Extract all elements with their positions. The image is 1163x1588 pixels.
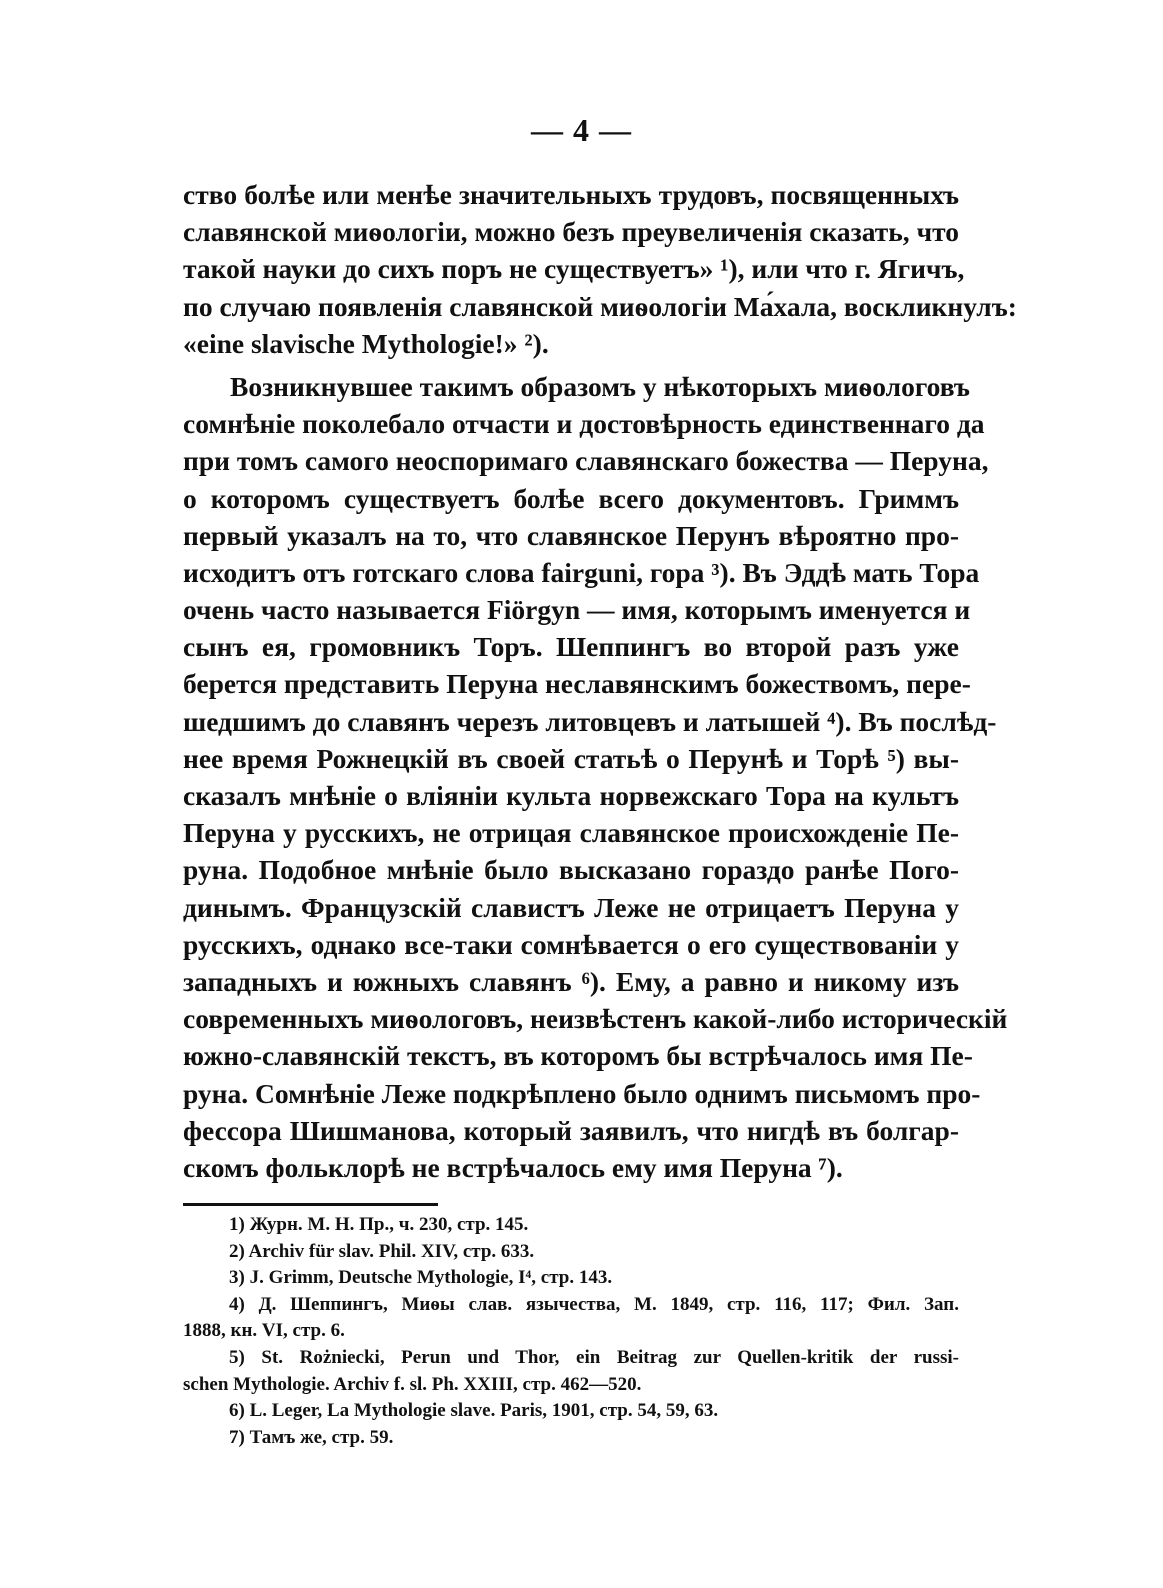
text-line: по случаю появленія славянской миѳологіи Ма́хала, воскликнулъ: [183,290,1017,322]
text-line: фессора Шишманова, который заявилъ, что нигдѣ въ болгар- [183,1114,959,1146]
text-line: шедшимъ до славянъ черезъ литовцевъ и латышей ⁴). Въ послѣд- [183,705,997,737]
footnote-6 [183,1398,959,1425]
footnote-2 [183,1239,959,1266]
paragraph-2 [183,368,1008,1186]
footnote-line: 1888, кн. VI, стр. 6. [183,1320,345,1342]
footnote-line: 5) St. Rożniecki, Perun und Thor, ein Beitrag zur Quellen-kritik der russi- [229,1346,959,1368]
footnote-4 [183,1292,959,1345]
text-line: нее время Рожнецкій въ своей статьѣ о Перунѣ и Торѣ ⁵) вы- [183,742,959,774]
text-line: современныхъ миѳологовъ, неизвѣстенъ какой-либо историческій [183,1003,1008,1035]
body-text [183,176,1017,1186]
footnote-line: 2) Archiv für slav. Phil. XIV, стр. 633. [229,1240,535,1262]
footnote-line: 7) Тамъ же, стр. 59. [229,1426,394,1448]
text-line: о которомъ существуетъ болѣе всего документовъ. Гриммъ [183,482,959,514]
footnote-divider [183,1203,438,1206]
text-line: сказалъ мнѣніе о вліяніи культа норвежскаго Тора на культъ [183,780,959,811]
footnote-line: schen Mythologie. Archiv f. sl. Ph. XXIII, стр. 462—520. [183,1373,642,1395]
text-line: русскихъ, однако все-таки сомнѣвается о его существованіи у [183,928,959,960]
text-line: Возникнувшее такимъ образомъ у нѣкоторыхъ миѳологовъ [230,370,970,402]
text-line: «eine slavische Mythologie!» ²). [183,327,549,359]
text-line: динымъ. Французскій славистъ Леже не отрицаетъ Перуна у [183,891,959,923]
footnotes [183,1212,959,1451]
text-line: руна. Сомнѣніе Леже подкрѣплено было однимъ письмомъ про- [183,1077,981,1109]
text-line: славянской миѳологіи, можно безъ преувеличенія сказать, что [183,216,959,248]
paragraph-1 [183,176,1017,362]
text-line: сынъ ея, громовникъ Торъ. Шеппингъ во второй разъ уже [183,631,959,663]
footnote-line: 4) Д. Шеппингъ, Миѳы слав. язычества, М. 1849, стр. 116, 117; Фил. Зап. [229,1293,959,1315]
text-line: южно-славянскій текстъ, въ которомъ бы встрѣчалось имя Пе- [183,1040,973,1072]
page-number: — 4 — [531,112,632,148]
text-line: исходитъ отъ готскаго слова fairguni, гора ³). Въ Эддѣ мать Тора [183,556,980,588]
text-line: сомнѣніе поколебало отчасти и достовѣрность единственнаго да [183,408,985,440]
text-line: при томъ самого неоспоримаго славянскаго божества — Перуна, [183,445,989,477]
text-line: первый указалъ на то, что славянское Перунъ вѣроятно про- [183,519,959,551]
footnote-line: 1) Журн. М. Н. Пр., ч. 230, стр. 145. [229,1214,529,1235]
footnote-3 [183,1265,959,1292]
text-line: берется представить Перуна неславянскимъ божествомъ, пере- [183,668,971,700]
text-line: руна. Подобное мнѣніе было высказано гораздо ранѣе Пого- [183,854,959,886]
text-line: западныхъ и южныхъ славянъ ⁶). Ему, а равно и никому изъ [183,965,959,997]
text-line: скомъ фольклорѣ не встрѣчалось ему имя Перуна ⁷). [183,1151,843,1183]
footnote-7 [183,1425,959,1452]
text-line: ство болѣе или менѣе значительныхъ трудовъ, посвященныхъ [183,179,959,210]
footnote-5 [183,1345,959,1398]
footnote-line: 3) J. Grimm, Deutsche Mythologie, I⁴, стр. 143. [229,1267,613,1289]
footnote-line: 6) L. Leger, La Mythologie slave. Paris, 1901, стр. 54, 59, 63. [229,1400,719,1422]
text-line: такой науки до сихъ поръ не существуетъ» ¹), или что г. Ягичъ, [183,253,965,285]
text-line: очень часто называется Fiörgyn — имя, которымъ именуется и [183,594,971,626]
footnote-1 [183,1212,959,1239]
text-line: Перуна у русскихъ, не отрицая славянское происхожденіе Пе- [183,817,959,849]
